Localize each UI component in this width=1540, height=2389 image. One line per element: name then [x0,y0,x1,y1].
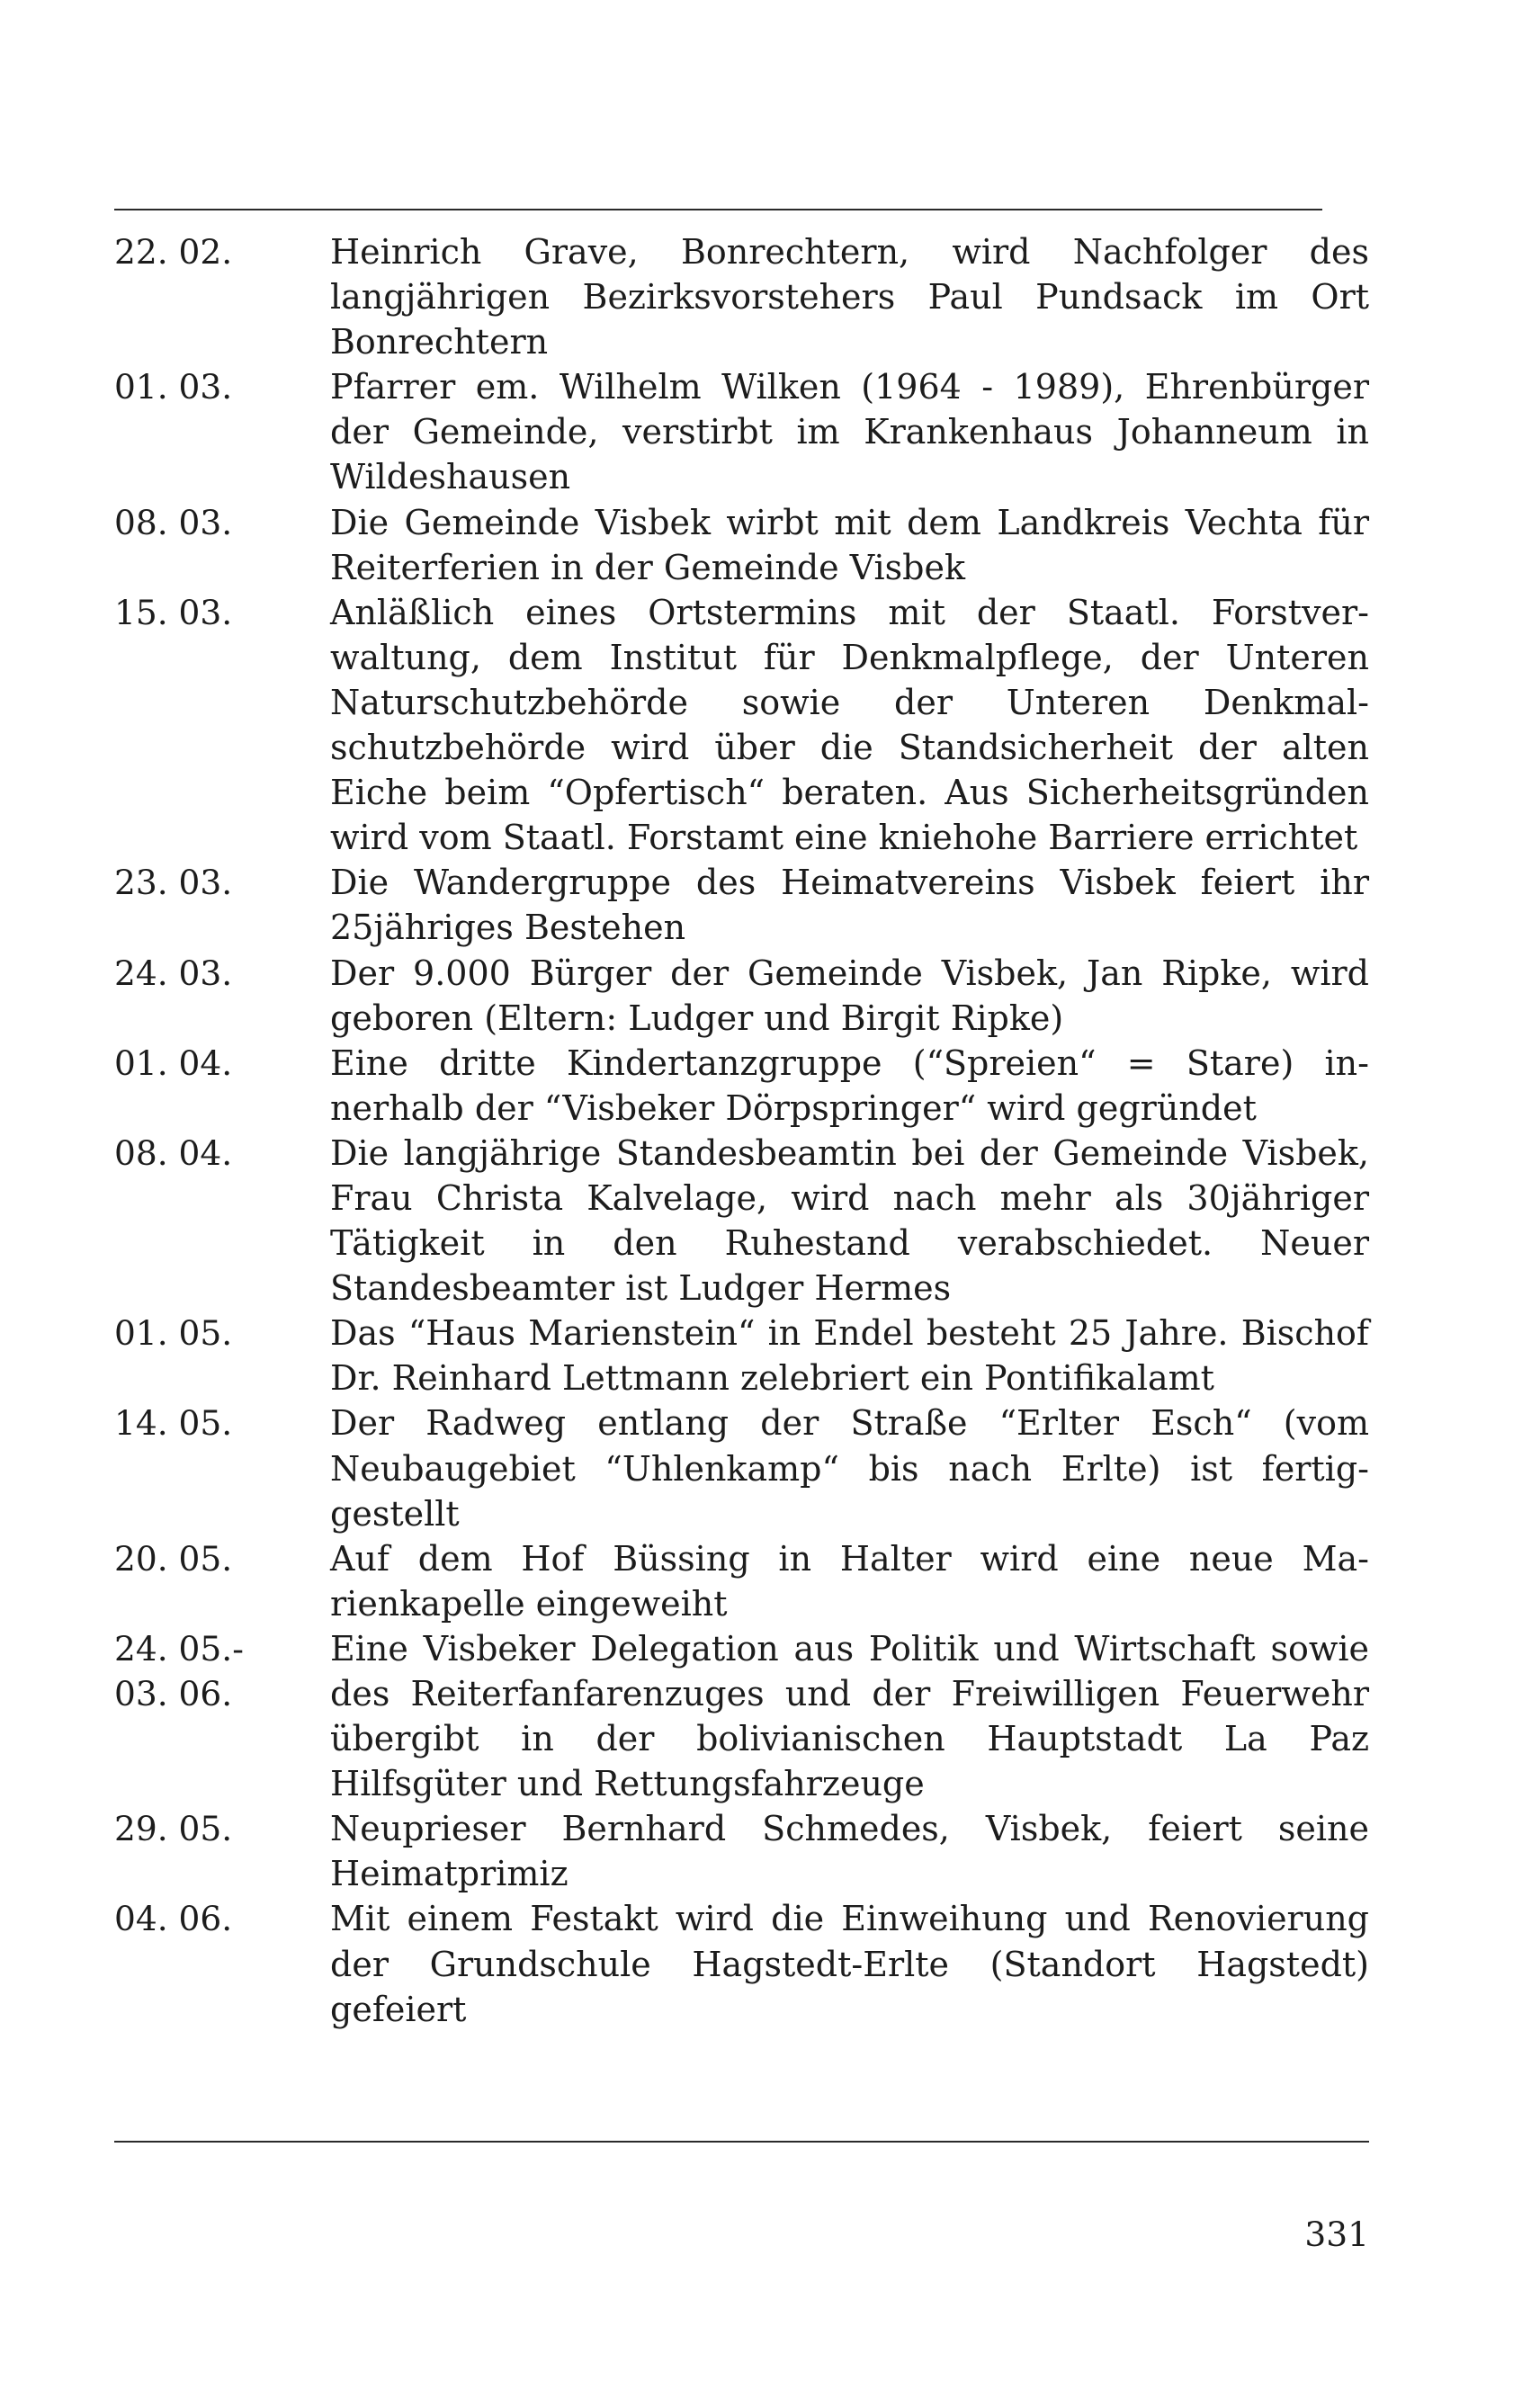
entry-text: Der Radweg entlang der Straße “Erlter Esch“ (vom Neubaugebiet “Uhlenkamp“ bis nach Erlte) ist fertiggestellt [330,1403,1369,1534]
chronicle-entry [114,590,1369,861]
top-rule [114,209,1322,210]
chronicle-entry [114,1626,1369,1806]
entry-date: 04. 06. [114,1899,233,1939]
entry-text: Auf dem Hof Büssing in Halter wird eine neue Marienkapelle eingeweiht [330,1538,1369,1624]
chronicle-entry [114,1041,1369,1131]
chronicle-entry [114,1400,1369,1535]
entry-text: Eine dritte Kindertanzgruppe (“Spreien“ = Stare) innerhalb der “Visbeker Dörpspringer“ wird gegründet [330,1042,1369,1128]
entry-date: 20. 05. [114,1538,233,1579]
entry-text: Heinrich Grave, Bonrechtern, wird Nachfolger des langjährigen Bezirksvorstehers Paul Pundsack im Ort Bonrechtern [330,232,1369,362]
page-number: 331 [1304,2215,1369,2254]
entry-text: Die Wandergruppe des Heimatvereins Visbek feiert ihr 25jähriges Bestehen [330,863,1369,948]
entry-text: Der 9.000 Bürger der Gemeinde Visbek, Jan Ripke, wird geboren (Eltern: Ludger und Birgit Ripke) [330,953,1369,1038]
chronicle-entry [114,364,1369,499]
entry-date: 15. 03. [114,592,233,632]
chronicle-entry [114,951,1369,1041]
entry-date: 01. 05. [114,1313,233,1354]
entry-text: Das “Haus Marienstein“ in Endel besteht 25 Jahre. Bischof Dr. Reinhard Lettmann zelebriert ein Pontifikalamt [330,1313,1369,1399]
chronicle-entry [114,1131,1369,1311]
entry-text: Neuprieser Bernhard Schmedes, Visbek, feiert seine Heimatprimiz [330,1809,1369,1894]
entry-date: 08. 04. [114,1132,233,1173]
entry-text: Die Gemeinde Visbek wirbt mit dem Landkreis Vechta für Reiterferien in der Gemeinde Visbek [330,502,1369,587]
chronicle-entry [114,1311,1369,1400]
chronicle-entry [114,1896,1369,2031]
entry-date: 23. 03. [114,863,233,903]
entry-text: Eine Visbeker Delegation aus Politik und Wirtschaft sowie des Reiterfanfarenzuges und der Freiwilligen Feuerwehr übergibt in der bolivianischen Hauptstadt La Paz Hilfsgüter und Rettungsfahrzeuge [330,1628,1369,1804]
entry-text: Die langjährige Standesbeamtin bei der Gemeinde Visbek, Frau Christa Kalvelage, wird nach mehr als 30jähriger Tätigkeit in den Ruhestand verabschiedet. Neuer Standesbeamter ist Ludger Hermes [330,1132,1369,1309]
entry-date: 24. 03. [114,953,233,993]
entry-text: Anläßlich eines Ortstermins mit der Staatl. Forstverwaltung, dem Institut für Denkmalpflege, der Unteren Naturschutzbehörde sowie der Unteren Denkmalschutzbehörde wird über die Standsicherheit der alten Eiche beim “Opfertisch“ beraten. Aus Sicherheitsgründen wird vom Staatl. Forstamt eine kniehohe Barriere errichtet [330,592,1369,858]
entry-text: Pfarrer em. Wilhelm Wilken (1964 - 1989), Ehrenbürger der Gemeinde, verstirbt im Krankenhaus Johanneum in Wildeshausen [330,367,1369,497]
entry-date: 24. 05.- 03. 06. [114,1628,244,1713]
chronicle-entry [114,860,1369,950]
entry-date: 01. 03. [114,367,233,407]
entry-text: Mit einem Festakt wird die Einweihung und Renovierung der Grundschule Hagstedt-Erlte (Standort Hagstedt) gefeiert [330,1899,1369,2029]
chronicle-entry [114,1806,1369,1896]
entry-date: 08. 03. [114,502,233,542]
entry-date: 14. 05. [114,1403,233,1444]
entry-date: 22. 02. [114,232,233,272]
bottom-rule [114,2141,1369,2143]
chronicle-list [114,229,1369,2032]
chronicle-entry [114,500,1369,590]
chronicle-entry [114,229,1369,364]
entry-date: 01. 04. [114,1042,233,1083]
entry-date: 29. 05. [114,1809,233,1849]
chronicle-entry [114,1536,1369,1626]
